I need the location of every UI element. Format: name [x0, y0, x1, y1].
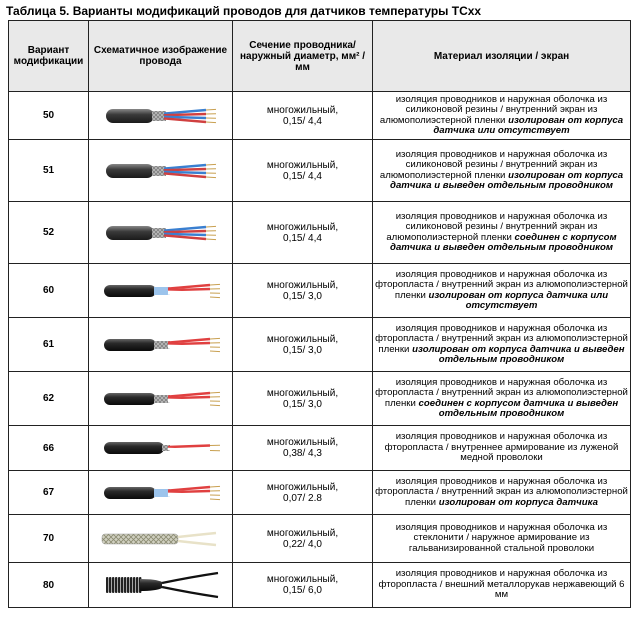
table-row — [9, 426, 631, 471]
table-row — [9, 264, 631, 318]
screen-connection-note: изолирован от корпуса датчика и выведен отдельным проводником — [390, 169, 624, 191]
table-row — [9, 202, 631, 264]
material-cell — [373, 264, 631, 318]
section-type: многожильный, — [266, 279, 339, 291]
section-type: многожильный, — [266, 387, 339, 399]
variant-id: 66 — [9, 426, 89, 471]
material-description: изоляция проводников и наружная оболочка из стеклонити / наружное армирование из гальванизированной стальной проволоки — [395, 521, 608, 554]
material-description: изоляция проводников и наружная оболочка из фторопласта / внешний металлорукав нержавеющий 6 мм — [378, 568, 625, 601]
section-type: многожильный, — [266, 104, 339, 116]
screen-connection-note: изолирован от корпуса датчика или отсутствует — [433, 114, 624, 136]
section-value: 0,15/ 4,4 — [283, 232, 322, 244]
material-description: изоляция проводников и наружная оболочка из силиконовой резины / внутренний экран из алюмополиэстерной пленки — [379, 93, 608, 126]
section-value: 0,07/ 2.8 — [283, 492, 322, 504]
material-cell — [373, 426, 631, 471]
wire-illustration — [89, 372, 233, 426]
section-type: многожильный, — [266, 527, 339, 539]
table-row — [9, 372, 631, 426]
table-row — [9, 563, 631, 608]
section-type: многожильный, — [266, 159, 339, 171]
material-cell — [373, 202, 631, 264]
section-value: 0,15/ 6,0 — [283, 585, 322, 596]
material-cell — [373, 372, 631, 426]
wire-variants-table — [8, 20, 631, 608]
section-cell — [233, 471, 373, 515]
section-value: 0,15/ 3,0 — [283, 290, 322, 302]
section-value: 0,15/ 4,4 — [283, 115, 322, 127]
material-cell — [373, 515, 631, 563]
variant-id: 60 — [9, 264, 89, 318]
material-cell — [373, 318, 631, 372]
wire-illustration — [89, 426, 233, 471]
wire-illustration — [89, 471, 233, 515]
variant-id: 70 — [9, 515, 89, 563]
section-value: 0,15/ 3,0 — [283, 344, 322, 356]
section-cell — [233, 264, 373, 318]
wire-illustration — [89, 140, 233, 202]
screen-connection-note: изолирован от корпуса датчика и выведен отдельным проводником — [412, 343, 625, 365]
material-cell — [373, 471, 631, 515]
section-cell — [233, 515, 373, 563]
section-cell — [233, 426, 373, 471]
material-cell — [373, 563, 631, 608]
material-description: изоляция проводников и наружная оболочка из фторопласта / внутренний экран из алюмополиэстерной пленки — [375, 376, 628, 409]
variant-id: 50 — [9, 92, 89, 140]
material-description: изоляция проводников и наружная оболочка из фторопласта / внутреннее армирование из луженой медной проволоки — [384, 431, 619, 464]
material-cell — [373, 92, 631, 140]
table-header-row — [9, 21, 631, 92]
variant-id: 67 — [9, 471, 89, 515]
section-type: многожильный, — [266, 574, 339, 585]
table-row — [9, 515, 631, 563]
section-type: многожильный, — [266, 333, 339, 345]
screen-connection-note: соединен с корпусом датчика и выведен отдельным проводником — [390, 231, 617, 253]
section-value: 0,22/ 4,0 — [283, 538, 322, 550]
wire-illustration — [89, 563, 233, 608]
header-section: Сечение проводника/ наружный диаметр, мм² / мм — [233, 21, 373, 92]
section-type: многожильный, — [266, 221, 339, 233]
wire-illustration — [89, 202, 233, 264]
table-row — [9, 318, 631, 372]
section-cell — [233, 563, 373, 608]
section-value: 0,38/ 4,3 — [283, 448, 322, 459]
wire-illustration — [89, 318, 233, 372]
wire-illustration — [89, 92, 233, 140]
table-row — [9, 92, 631, 140]
material-description: изоляция проводников и наружная оболочка из фторопласта / внутренний экран из алюмополиэстерной пленки — [375, 322, 628, 355]
section-value: 0,15/ 4,4 — [283, 170, 322, 182]
section-cell — [233, 202, 373, 264]
section-cell — [233, 318, 373, 372]
header-material: Материал изоляции / экран — [373, 21, 631, 92]
section-type: многожильный, — [266, 437, 339, 448]
variant-id: 80 — [9, 563, 89, 608]
header-image: Схематичное изображение провода — [89, 21, 233, 92]
material-description: изоляция проводников и наружная оболочка из силиконовой резины / внутренний экран из алюмополиэстерной пленки — [379, 148, 608, 181]
section-cell — [233, 140, 373, 202]
header-variant: Вариант модификации — [9, 21, 89, 92]
material-cell — [373, 140, 631, 202]
material-description: изоляция проводников и наружная оболочка из силиконовой резины / внутренний экран из алюмополиэстерной пленки — [386, 210, 608, 243]
screen-connection-note: изолирован от корпуса датчика или отсутствует — [428, 289, 609, 311]
material-description: изоляция проводников и наружная оболочка из фторопласта / внутренний экран из алюмополиэстерной пленки — [375, 268, 628, 301]
material-description: изоляция проводников и наружная оболочка из фторопласта / внутренний экран из алюмополиэстерной пленки — [375, 475, 628, 508]
screen-connection-note: соединен с корпусом датчика и выведен отдельным проводником — [418, 397, 619, 419]
variant-id: 52 — [9, 202, 89, 264]
table-title: Таблица 5. Варианты модификаций проводов для датчиков температуры ТСхх — [6, 4, 482, 18]
table-row — [9, 471, 631, 515]
wire-illustration — [89, 515, 233, 563]
variant-id: 51 — [9, 140, 89, 202]
table-row — [9, 140, 631, 202]
screen-connection-note: изолирован от корпуса датчика — [438, 496, 598, 508]
section-value: 0,15/ 3,0 — [283, 398, 322, 410]
wire-illustration — [89, 264, 233, 318]
section-type: многожильный, — [266, 481, 339, 493]
variant-id: 61 — [9, 318, 89, 372]
section-cell — [233, 372, 373, 426]
variant-id: 62 — [9, 372, 89, 426]
section-cell — [233, 92, 373, 140]
